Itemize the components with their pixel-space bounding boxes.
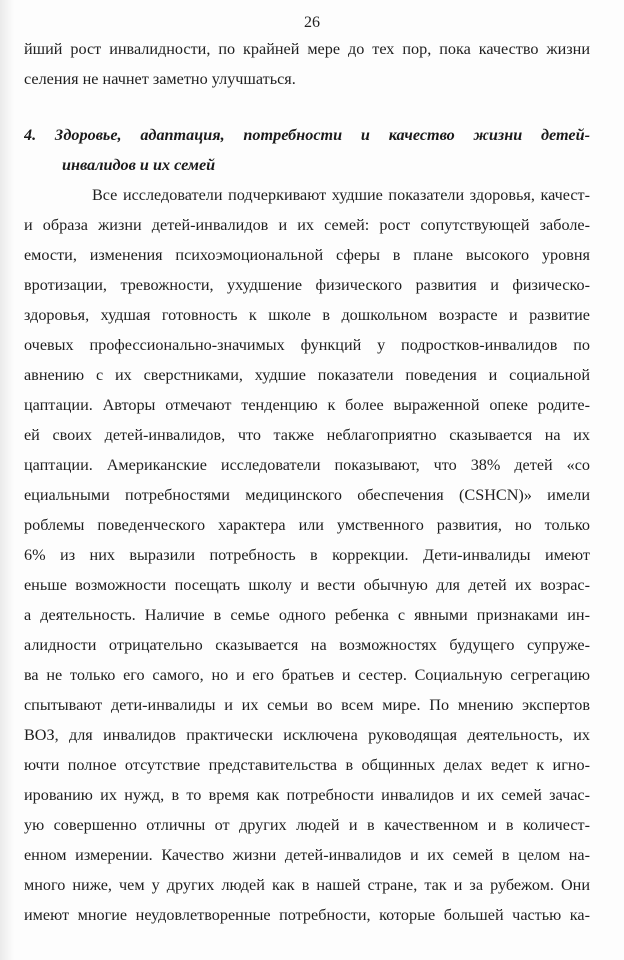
paragraph-line: ей своих детей-инвалидов, что также неблагоприятно сказывается на их <box>24 426 590 444</box>
paragraph-line: ючти полное отсутствие представительства в общинных делах ведет к игно- <box>24 756 590 774</box>
paragraph-line: здоровья, худшая готовность к школе в дошкольном возрасте и развитие <box>24 306 590 324</box>
paragraph-line: роблемы поведенческого характера или умственного развития, но только <box>24 516 590 534</box>
page-number: 26 <box>304 14 320 31</box>
paragraph-line: ую совершенно отличны от других людей и в качественном и в количест- <box>24 816 590 834</box>
paragraph-line: ециальными потребностями медицинского обеспечения (CSHCN)» имели <box>24 486 590 504</box>
paragraph-line: вротизации, тревожности, ухудшение физического развития и физическо- <box>24 276 590 294</box>
paragraph-line: алидности отрицательно сказывается на возможностях будущего супруже- <box>24 636 590 654</box>
paragraph-line: еньше возможности посещать школу и вести обычную для детей их возрас- <box>24 576 590 594</box>
paragraph-line: очевых профессионально-значимых функций у подростков-инвалидов по <box>24 336 590 354</box>
paragraph-line: ва не только его самого, но и его братьев и сестер. Социальную сегрегацию <box>24 666 590 684</box>
paragraph-line: авнению с их сверстниками, худшие показатели поведения и социальной <box>24 366 590 384</box>
scan-edge-shadow <box>0 0 14 960</box>
section-heading: 4. Здоровье, адаптация, потребности и качество жизни детей- <box>24 126 590 144</box>
paragraph-line: Все исследователи подчеркивают худшие показатели здоровья, качест- <box>92 186 590 204</box>
paragraph-line: емости, изменения психоэмоциональной сферы в плане высокого уровня <box>24 246 590 264</box>
intro-line: селения не начнет заметно улучшаться. <box>24 70 296 88</box>
paragraph-line: спытывают дети-инвалиды и их семьи во всем мире. По мнению экспертов <box>24 696 590 714</box>
paragraph-line: ВОЗ, для инвалидов практически исключена руководящая деятельность, их <box>24 726 590 744</box>
section-heading: инвалидов и их семей <box>62 156 216 174</box>
intro-line: йший рост инвалидности, по крайней мере до тех пор, пока качество жизни <box>24 40 590 58</box>
paragraph-line: а деятельность. Наличие в семье одного ребенка с явными признаками ин- <box>24 606 590 624</box>
paragraph-line: цаптации. Американские исследователи показывают, что 38% детей «со <box>24 456 590 474</box>
paragraph-line: 6% из них выразили потребность в коррекции. Дети-инвалиды имеют <box>24 546 590 564</box>
paragraph-line: цаптации. Авторы отмечают тенденцию к более выраженной опеке родите- <box>24 396 590 414</box>
paragraph-line: енном измерении. Качество жизни детей-инвалидов и их семей в целом на- <box>24 846 590 864</box>
paragraph-line: имеют многие неудовлетворенные потребности, которые большей частью ка- <box>24 906 590 924</box>
paragraph-line: много ниже, чем у других людей как в нашей стране, так и за рубежом. Они <box>24 876 590 894</box>
paragraph-line: ированию их нужд, в то время как потребности инвалидов и их семей зачас- <box>24 786 590 804</box>
paragraph-line: и образа жизни детей-инвалидов и их семей: рост сопутствующей заболе- <box>24 216 590 234</box>
